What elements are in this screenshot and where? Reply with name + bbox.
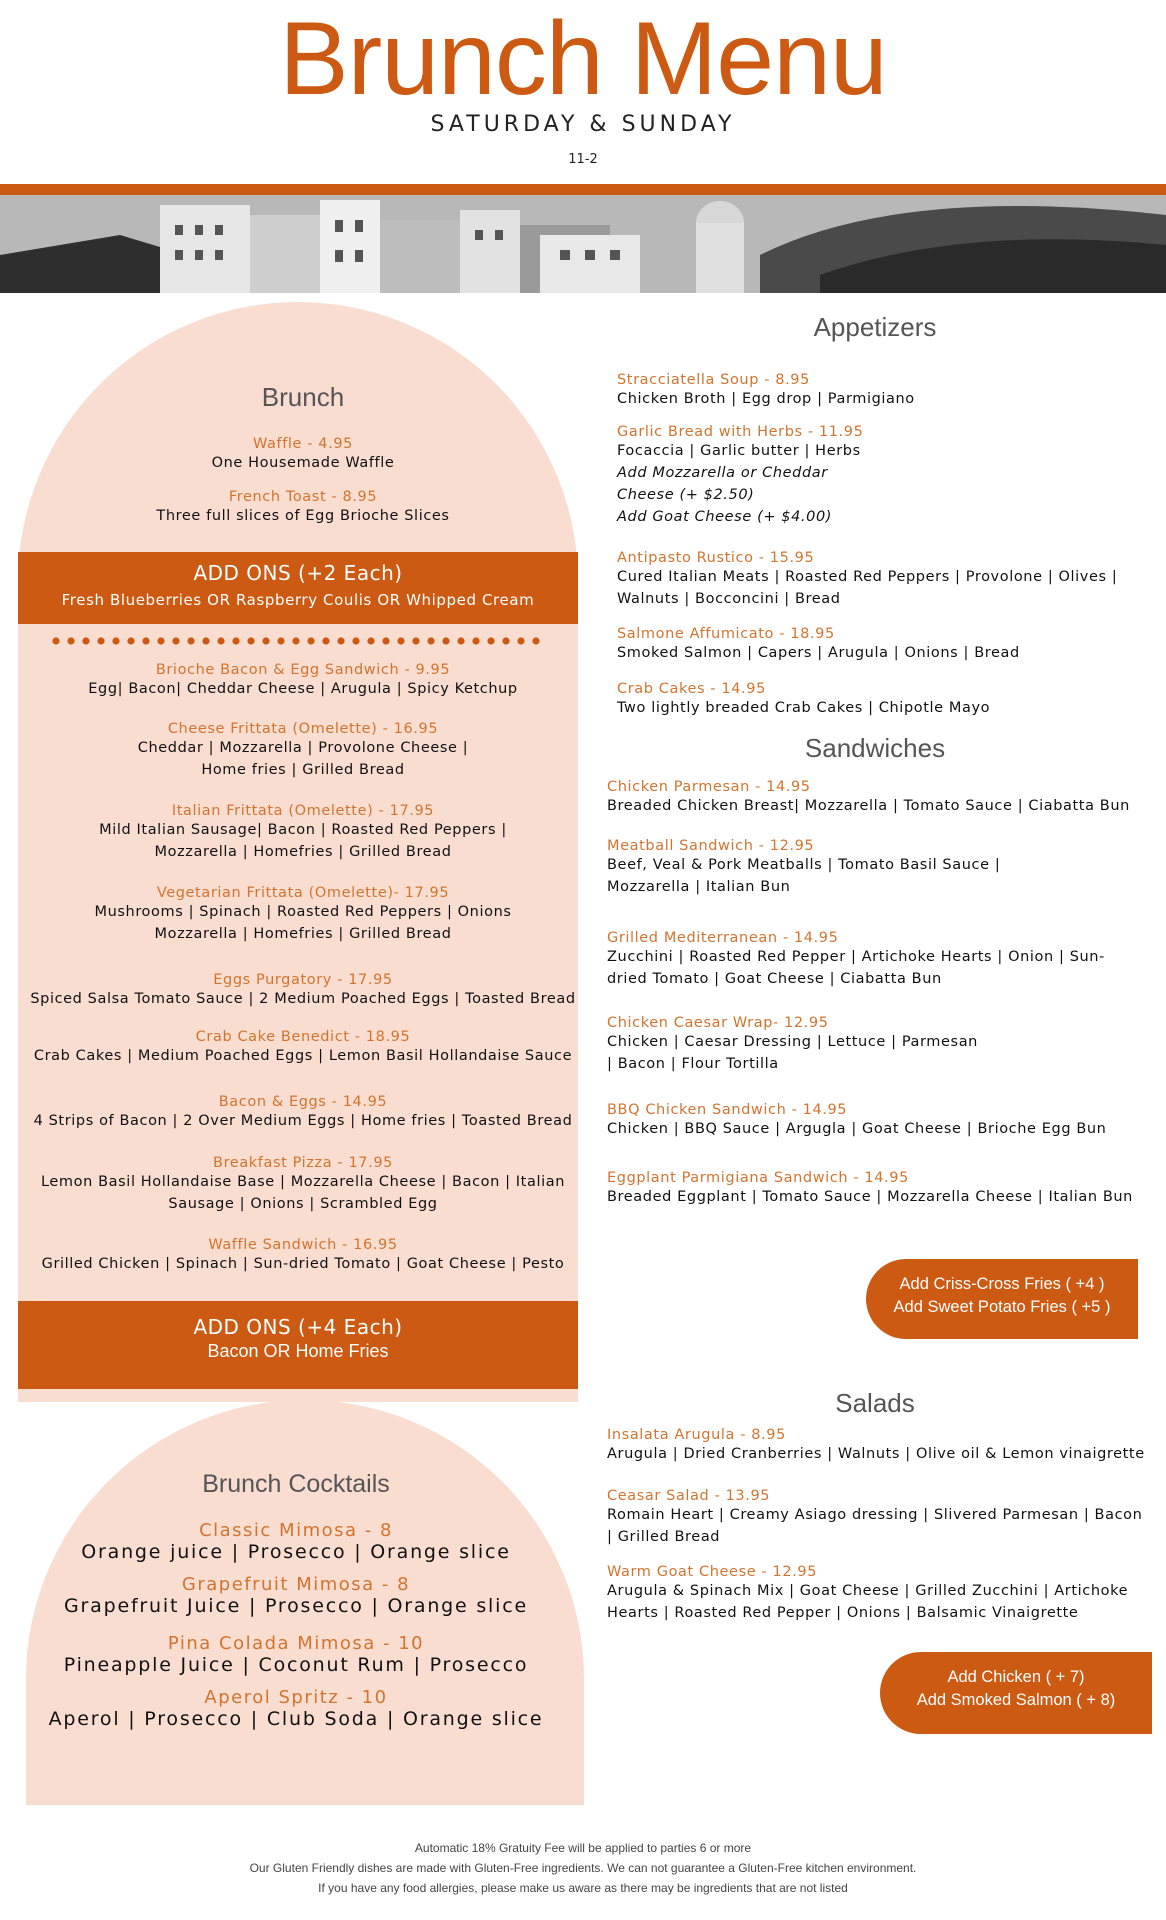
gluten-note: Our Gluten Friendly dishes are made with Gluten-Free ingredients. We can not guarantee a Gluten-Free kitchen environment. <box>249 1861 917 1875</box>
item-desc: Mozzarella | Homefries | Grilled Bread <box>154 926 452 942</box>
item-name: Insalata Arugula - 8.95 <box>607 1427 786 1443</box>
item-desc: Lemon Basil Hollandaise Base | Mozzarella Cheese | Bacon | Italian <box>40 1174 565 1190</box>
menu-item <box>607 930 1166 990</box>
item-name: Cheese Frittata (Omelette) - 16.95 <box>167 721 439 737</box>
menu-item <box>617 626 1166 664</box>
item-desc: Romain Heart | Creamy Asiago dressing | Slivered Parmesan | Bacon <box>607 1507 1143 1523</box>
item-desc: Mild Italian Sausage| Bacon | Roasted Red Peppers | <box>99 822 507 838</box>
item-name: Vegetarian Frittata (Omelette)- 17.95 <box>156 885 450 901</box>
item-name: Stracciatella Soup - 8.95 <box>617 372 810 388</box>
item-name: Antipasto Rustico - 15.95 <box>617 550 815 566</box>
item-desc: Breaded Eggplant | Tomato Sauce | Mozzarella Cheese | Italian Bun <box>607 1189 1133 1205</box>
menu-item <box>18 803 588 863</box>
item-name: Chicken Parmesan - 14.95 <box>607 779 811 795</box>
item-name: Warm Goat Cheese - 12.95 <box>607 1564 818 1580</box>
menu-item <box>617 372 1166 410</box>
item-desc: dried Tomato | Goat Cheese | Ciabatta Bun <box>607 971 942 987</box>
menu-item <box>18 1237 588 1275</box>
item-desc: Chicken | BBQ Sauce | Argugla | Goat Cheese | Brioche Egg Bun <box>607 1121 1107 1137</box>
item-extra: Add Mozzarella or Cheddar <box>617 465 828 481</box>
cocktail-name: Pina Colada Mimosa - 10 <box>167 1633 425 1654</box>
item-extra: Add Goat Cheese (+ $4.00) <box>617 509 833 525</box>
menu-item <box>18 972 588 1010</box>
item-name: Garlic Bread with Herbs - 11.95 <box>617 424 864 440</box>
menu-item <box>607 1564 1166 1624</box>
item-name: Brioche Bacon & Egg Sandwich - 9.95 <box>155 662 451 678</box>
item-name: Salmone Affumicato - 18.95 <box>617 626 835 642</box>
menu-item <box>617 550 1166 610</box>
addon-line: Add Smoked Salmon ( + 8) <box>916 1691 1116 1709</box>
menu-item <box>607 1102 1166 1140</box>
cocktail-name: Classic Mimosa - 8 <box>199 1520 393 1541</box>
addons-options: Bacon OR Home Fries <box>207 1341 389 1361</box>
brunch-heading: Brunch <box>261 382 345 412</box>
menu-item <box>607 1015 1166 1075</box>
cocktail-name: Grapefruit Mimosa - 8 <box>181 1574 411 1595</box>
cocktail-item <box>26 1574 566 1617</box>
item-desc: Arugula & Spinach Mix | Goat Cheese | Grilled Zucchini | Artichoke <box>607 1583 1129 1599</box>
item-name: Waffle Sandwich - 16.95 <box>208 1237 398 1253</box>
addon-line: Add Chicken ( + 7) <box>947 1668 1085 1686</box>
menu-item <box>18 1029 588 1067</box>
item-desc: Cheddar | Mozzarella | Provolone Cheese | <box>137 740 469 756</box>
town-photo-banner <box>0 195 1166 293</box>
item-desc: Egg| Bacon| Cheddar Cheese | Arugula | Spicy Ketchup <box>88 681 518 697</box>
item-desc: | Bacon | Flour Tortilla <box>607 1056 779 1072</box>
item-desc: Three full slices of Egg Brioche Slices <box>156 508 450 524</box>
item-desc: Home fries | Grilled Bread <box>201 762 405 778</box>
menu-item <box>18 662 588 700</box>
menu-item <box>617 681 1166 719</box>
item-desc: Hearts | Roasted Red Pepper | Onions | Balsamic Vinaigrette <box>607 1605 1079 1621</box>
menu-subtitle: SATURDAY & SUNDAY <box>430 112 736 137</box>
item-desc: Chicken | Caesar Dressing | Lettuce | Parmesan <box>607 1034 978 1050</box>
item-name: Chicken Caesar Wrap- 12.95 <box>607 1015 829 1031</box>
item-desc: Focaccia | Garlic butter | Herbs <box>617 443 861 459</box>
addons-plus-2-banner <box>18 552 578 624</box>
item-name: Ceasar Salad - 13.95 <box>607 1488 771 1504</box>
item-desc: Chicken Broth | Egg drop | Parmigiano <box>617 391 915 407</box>
menu-item <box>607 779 1166 817</box>
gratuity-note: Automatic 18% Gratuity Fee will be applied to parties 6 or more <box>414 1841 752 1855</box>
menu-item <box>607 838 1166 898</box>
menu-item <box>18 489 588 527</box>
item-name: Breakfast Pizza - 17.95 <box>213 1155 393 1171</box>
cocktail-desc: Aperol | Prosecco | Club Soda | Orange slice <box>48 1708 544 1730</box>
item-name: Meatball Sandwich - 12.95 <box>607 838 815 854</box>
item-desc: 4 Strips of Bacon | 2 Over Medium Eggs | Home fries | Toasted Bread <box>33 1113 573 1129</box>
item-desc: | Grilled Bread <box>607 1529 721 1545</box>
item-desc: Grilled Chicken | Spinach | Sun-dried Tomato | Goat Cheese | Pesto <box>41 1256 565 1272</box>
item-desc: Smoked Salmon | Capers | Arugula | Onions | Bread <box>617 645 1020 661</box>
fries-addon-pill <box>866 1259 1138 1339</box>
item-desc: Cured Italian Meats | Roasted Red Peppers | Provolone | Olives | <box>617 569 1118 585</box>
item-desc: Two lightly breaded Crab Cakes | Chipotle Mayo <box>617 700 991 716</box>
menu-item <box>18 1155 588 1215</box>
addons-title: ADD ONS (+2 Each) <box>193 561 403 585</box>
item-desc: Mozzarella | Homefries | Grilled Bread <box>154 844 452 860</box>
addons-title: ADD ONS (+4 Each) <box>193 1315 403 1339</box>
item-name: Eggs Purgatory - 17.95 <box>213 972 393 988</box>
menu-item <box>607 1488 1166 1548</box>
item-desc: Mushrooms | Spinach | Roasted Red Peppers | Onions <box>94 904 512 920</box>
addon-line: Add Sweet Potato Fries ( +5 ) <box>893 1298 1111 1316</box>
item-extra: Cheese (+ $2.50) <box>617 487 755 503</box>
cocktail-name: Aperol Spritz - 10 <box>204 1687 388 1708</box>
item-name: Crab Cake Benedict - 18.95 <box>195 1029 411 1045</box>
item-name: Bacon & Eggs - 14.95 <box>218 1094 388 1110</box>
allergy-note: If you have any food allergies, please make us aware as there may be ingredients that are not listed <box>318 1881 848 1895</box>
cocktail-item <box>26 1687 566 1730</box>
item-name: Crab Cakes - 14.95 <box>617 681 766 697</box>
menu-item <box>18 885 588 945</box>
cocktail-item <box>26 1520 566 1563</box>
menu-item <box>617 424 1166 528</box>
item-name: French Toast - 8.95 <box>228 489 378 505</box>
addons-plus-4-banner <box>18 1301 578 1389</box>
item-desc: One Housemade Waffle <box>211 455 395 471</box>
item-desc: Zucchini | Roasted Red Pepper | Artichoke Hearts | Onion | Sun- <box>607 949 1105 965</box>
menu-item <box>18 436 588 474</box>
item-name: Eggplant Parmigiana Sandwich - 14.95 <box>607 1170 909 1186</box>
dotted-divider <box>50 633 540 649</box>
menu-item <box>607 1170 1166 1208</box>
item-desc: Walnuts | Bocconcini | Bread <box>617 591 841 607</box>
sandwiches-heading: Sandwiches <box>804 733 946 763</box>
menu-hours: 11-2 <box>568 152 598 167</box>
menu-title: Brunch Menu <box>279 1 887 117</box>
item-name: Grilled Mediterranean - 14.95 <box>607 930 839 946</box>
item-desc: Mozzarella | Italian Bun <box>607 879 791 895</box>
menu-item <box>18 1094 588 1132</box>
addons-options: Fresh Blueberries OR Raspberry Coulis OR Whipped Cream <box>61 591 535 609</box>
salads-heading: Salads <box>835 1388 915 1418</box>
item-name: Waffle - 4.95 <box>253 436 353 452</box>
item-desc: Arugula | Dried Cranberries | Walnuts | Olive oil & Lemon vinaigrette <box>607 1446 1145 1462</box>
item-desc: Breaded Chicken Breast| Mozzarella | Tomato Sauce | Ciabatta Bun <box>607 798 1130 814</box>
orange-divider-band <box>0 184 1166 195</box>
item-name: BBQ Chicken Sandwich - 14.95 <box>607 1102 848 1118</box>
menu-item <box>18 721 588 781</box>
menu-item <box>607 1427 1166 1465</box>
item-name: Italian Frittata (Omelette) - 17.95 <box>171 803 435 819</box>
cocktail-desc: Orange juice | Prosecco | Orange slice <box>81 1541 511 1563</box>
cocktail-item <box>26 1633 566 1676</box>
appetizers-heading: Appetizers <box>813 312 937 342</box>
cocktail-desc: Pineapple Juice | Coconut Rum | Prosecco <box>63 1654 529 1676</box>
item-desc: Beef, Veal & Pork Meatballs | Tomato Basil Sauce | <box>607 857 1001 873</box>
cocktails-heading: Brunch Cocktails <box>202 1470 390 1498</box>
item-desc: Crab Cakes | Medium Poached Eggs | Lemon Basil Hollandaise Sauce <box>33 1048 573 1064</box>
cocktail-desc: Grapefruit Juice | Prosecco | Orange slice <box>64 1595 528 1617</box>
item-desc: Spiced Salsa Tomato Sauce | 2 Medium Poached Eggs | Toasted Bread <box>30 991 576 1007</box>
item-desc: Sausage | Onions | Scrambled Egg <box>168 1196 438 1212</box>
addon-line: Add Criss-Cross Fries ( +4 ) <box>899 1275 1105 1293</box>
protein-addon-pill <box>880 1652 1152 1734</box>
footer-notes <box>0 1838 1166 1898</box>
